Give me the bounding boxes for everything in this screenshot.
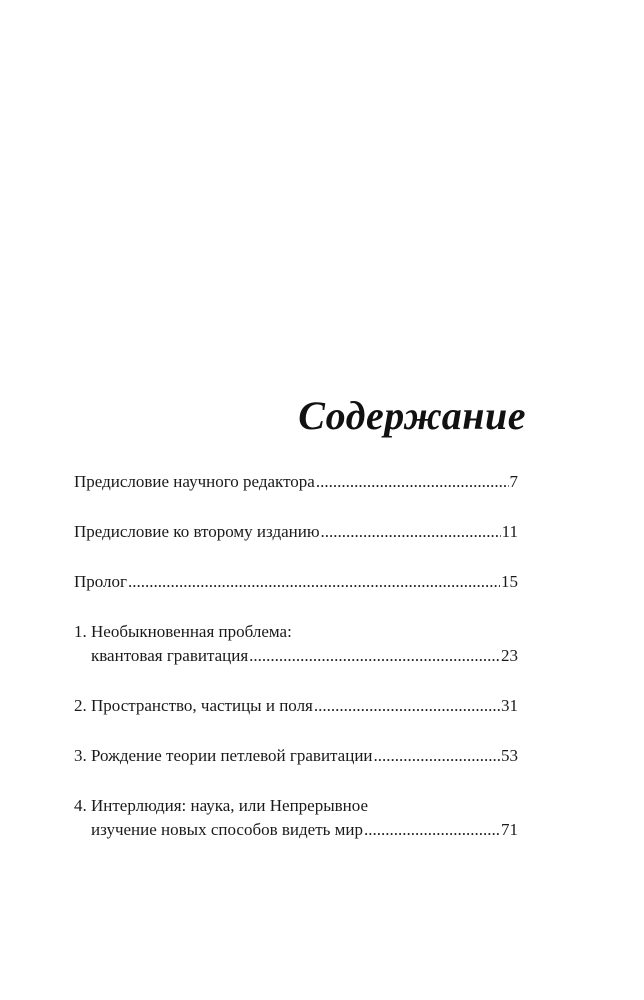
toc-entry-line	[74, 620, 518, 644]
dot-leader	[364, 818, 500, 842]
page-title: Содержание	[298, 393, 526, 438]
toc-entry-title-continuation: квантовая гравитация	[91, 646, 249, 665]
toc-entry-title: 2. Пространство, частицы и поля	[74, 696, 313, 715]
toc-entry-prologue[interactable]	[74, 570, 518, 594]
toc-entry-continuation-line	[74, 644, 518, 668]
toc-entry-line	[74, 794, 518, 818]
toc-entry-title-continuation: изучение новых способов видеть мир	[91, 820, 363, 839]
toc-entry-line	[74, 694, 518, 718]
toc-entry-title: 1. Необыкновенная проблема:	[74, 622, 292, 641]
dot-leader	[374, 744, 500, 768]
toc-entry-line	[74, 470, 518, 494]
toc-page-number: 15	[501, 572, 518, 591]
table-of-contents	[74, 470, 518, 868]
toc-entry-title: 3. Рождение теории петлевой гравитации	[74, 746, 373, 765]
toc-entry-chapter-4[interactable]	[74, 794, 518, 842]
dot-leader	[249, 644, 500, 668]
toc-entry-editor-preface[interactable]	[74, 470, 518, 494]
dot-leader	[128, 570, 500, 594]
dot-leader	[321, 520, 501, 544]
toc-page-number: 7	[509, 472, 518, 491]
toc-page-number: 11	[501, 522, 518, 541]
toc-entry-line	[74, 570, 518, 594]
toc-entry-line	[74, 744, 518, 768]
toc-entry-continuation-line	[74, 818, 518, 842]
toc-page-number: 31	[501, 696, 518, 715]
toc-entry-line	[74, 520, 518, 544]
toc-page-number: 53	[501, 746, 518, 765]
dot-leader	[314, 694, 500, 718]
toc-entry-title: Предисловие ко второму изданию	[74, 522, 320, 541]
toc-entry-chapter-1[interactable]	[74, 620, 518, 668]
toc-page-number: 23	[501, 646, 518, 665]
dot-leader	[316, 470, 509, 494]
toc-entry-second-edition-preface[interactable]	[74, 520, 518, 544]
toc-entry-title: 4. Интерлюдия: наука, или Непрерывное	[74, 796, 369, 815]
toc-entry-title: Пролог	[74, 572, 128, 591]
toc-page-number: 71	[501, 820, 518, 839]
toc-entry-chapter-3[interactable]	[74, 744, 518, 768]
toc-entry-chapter-2[interactable]	[74, 694, 518, 718]
toc-entry-title: Предисловие научного редактора	[74, 472, 315, 491]
